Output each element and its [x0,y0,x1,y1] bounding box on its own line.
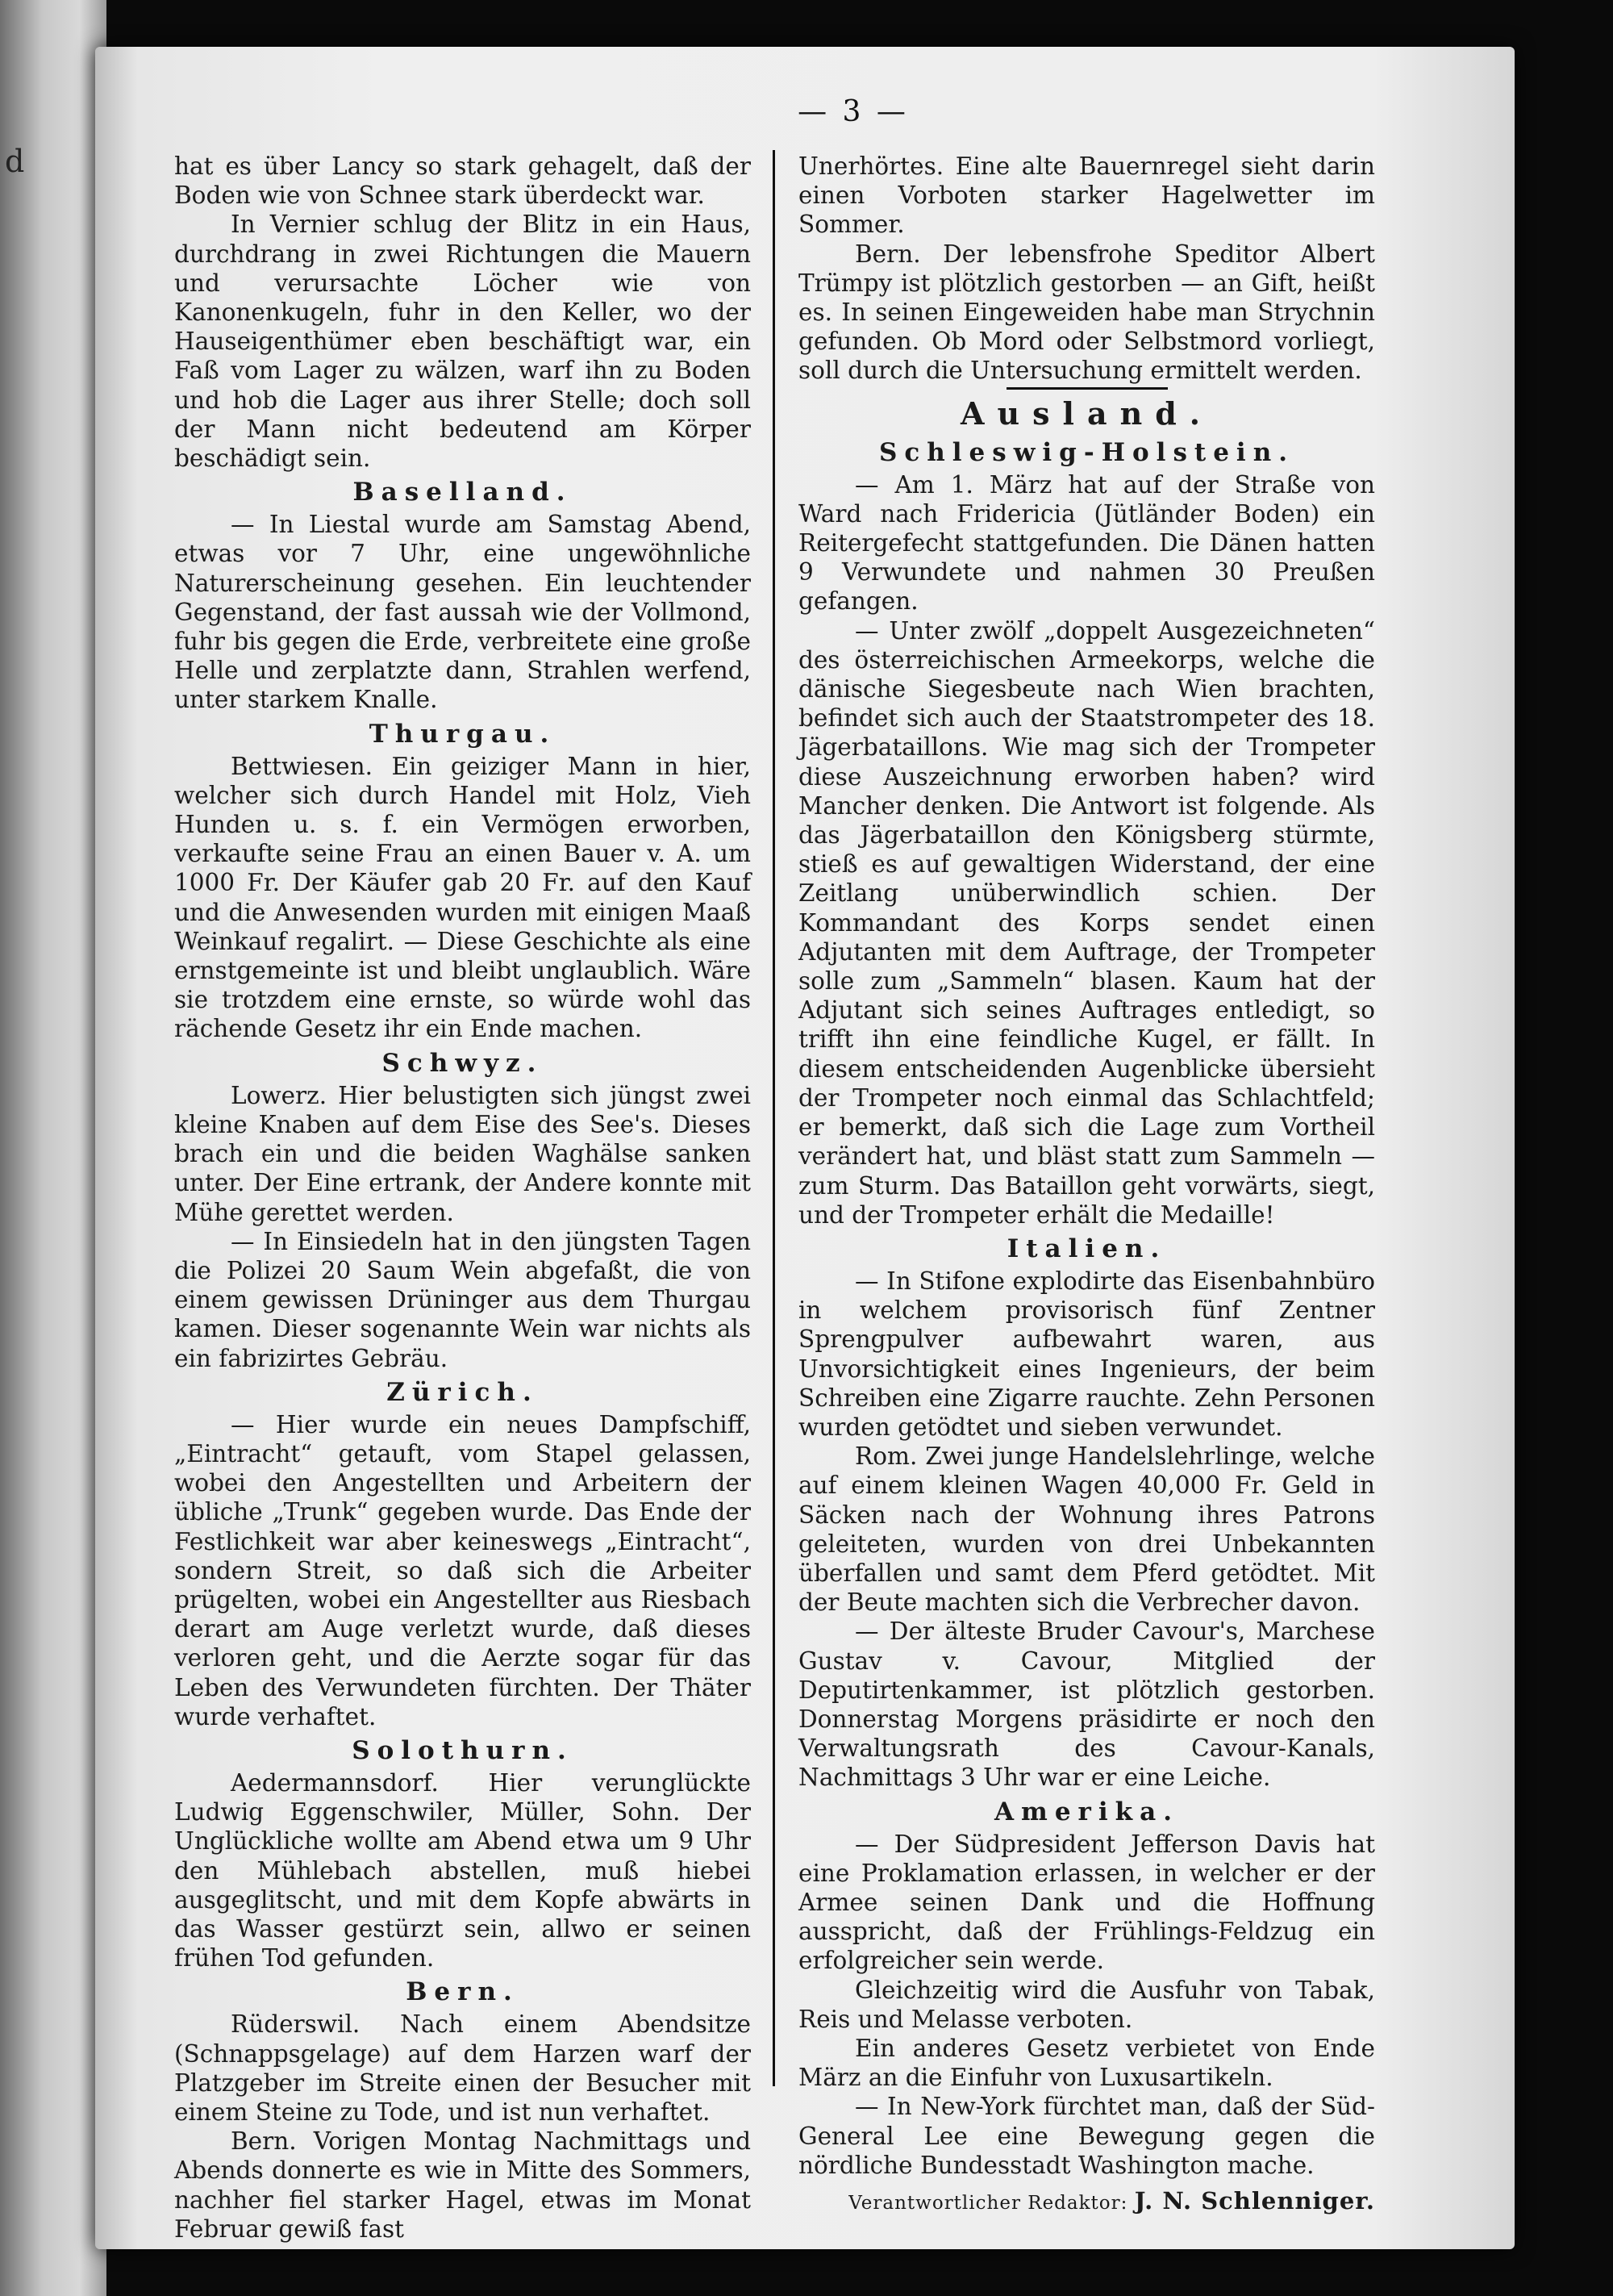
left-column [174,152,751,2244]
right-column [798,152,1375,2218]
region-heading: Bern. [406,1977,519,2007]
article-paragraph: — In Stifone explodirte das Eisenbahnbüro in welchem provisorisch fünf Zentner Sprengpulver aufbewahrt waren, aus Unvorsichtigkeit eines Ingenieurs, der beim Schreiben eine Zigarre rauchte. Zehn Personen wurden getödtet und sieben verwundet. [798,1267,1375,1441]
article-paragraph: — Hier wurde ein neues Dampfschiff, „Eintracht“ getauft, vom Stapel gelassen, wobei den Angestellten und Arbeitern der übliche „Trunk“ gegeben wurde. Das Ende der Festlichkeit war aber keineswegs „Eintracht“, sondern Streit, so daß sich die Arbeiter prügelten, wobei ein Angestellter aus Riesbach derart am Auge verletzt wurde, daß dieses verloren geht, und die Aerzte sogar für das Leben des Verwundeten fürchten. Der Thäter wurde verhaftet. [174,1410,751,1730]
article-paragraph: — Der Südpresident Jefferson Davis hat eine Proklamation erlassen, in welcher er der Armee seinen Dank und die Hoffnung ausspricht, daß der Frühlings-Feldzug ein erfolgreicher sein werde. [798,1830,1375,1975]
region-heading: Solothurn. [352,1735,573,1765]
article-paragraph: — In New-York fürchtet man, daß der Süd-General Lee eine Bewegung gegen die nördliche Bundesstadt Washington mache. [798,2093,1375,2179]
article-paragraph: — In Einsiedeln hat in den jüngsten Tagen die Polizei 20 Saum Wein abgefaßt, die von einem gewissen Drüninger aus dem Thurgau kamen. Dieser sogenannte Wein war nichts als ein fabrizirtes Gebräu. [174,1227,751,1372]
page-number: — 3 — [798,95,909,128]
margin-glyph: d [5,144,25,179]
article-paragraph: Ein anderes Gesetz verbietet von Ende März an die Einfuhr von Luxusartikeln. [798,2034,1375,2092]
region-heading: Baselland. [352,478,573,507]
adjacent-page-edge [0,0,106,2296]
article-paragraph: Gleichzeitig wird die Ausfuhr von Tabak, Reis und Melasse verboten. [798,1976,1375,2033]
region-heading: Italien. [1007,1234,1167,1263]
section-separator [1007,387,1168,390]
article-paragraph: Rüderswil. Nach einem Abendsitze (Schnappsgelage) auf dem Harzen warf der Platzgeber im Streite einen der Besucher mit einem Steine zu Tode, und ist nun verhaftet. [174,2010,751,2126]
editor-credit-label: Verantwortlicher Redaktor: [848,2193,1128,2214]
region-heading: Schwyz. [381,1048,544,1078]
article-paragraph: Lowerz. Hier belustigten sich jüngst zwei kleine Knaben auf dem Eise des See's. Dieses brach ein und die beiden Waghälse sanken unter. Der Eine ertrank, der Andere konnte mit Mühe gerettet werden. [174,1081,751,1226]
article-paragraph: Unerhörtes. Eine alte Bauernregel sieht darin einen Vorboten starker Hagelwetter im Sommer. [798,152,1375,239]
article-paragraph: — Unter zwölf „doppelt Ausgezeichneten“ des österreichischen Armeekorps, welche die dänische Siegesbeute nach Wien brachten, befindet sich auch der Staatstrompeter des 18. Jägerbataillons. Wie mag sich der Trompeter diese Auszeichnung erworben haben? wird Mancher denken. Die Antwort ist folgende. Als das Jägerbataillon den Königsberg stürmte, stieß es auf gewaltigen Widerstand, der eine Zeitlang unüberwindlich schien. Der Kommandant des Korps sendet einen Adjutanten mit dem Auftrage, der Trompeter solle zum „Sammeln“ blasen. Kaum hat der Adjutant sich seines Auftrages entledigt, so trifft ihn eine feindliche Kugel, er fällt. In diesem entscheidenden Augenblicke übersieht der Trompeter noch einmal das Schlachtfeld; er bemerkt, daß sich die Lage zum Vortheil verändert hat, und bläst statt zum Sammeln — zum Sturm. Das Bataillon geht vorwärts, siegt, und der Trompeter erhält die Medaille! [798,616,1375,1229]
article-paragraph: hat es über Lancy so stark gehagelt, daß der Boden wie von Schnee stark überdeckt war. [174,152,751,210]
article-paragraph: — In Liestal wurde am Samstag Abend, etwas vor 7 Uhr, eine ungewöhnliche Naturerscheinung gesehen. Ein leuchtender Gegenstand, der fast aussah wie der Vollmond, fuhr bis gegen die Erde, verbreitete eine große Helle und zerplatzte dann, Strahlen werfend, unter starkem Knalle. [174,511,751,714]
region-heading: Thurgau. [369,719,556,749]
region-heading: Zürich. [386,1377,539,1407]
editor-name: J. N. Schlenniger. [1134,2187,1375,2215]
article-paragraph: Bern. Der lebensfrohe Speditor Albert Trümpy ist plötzlich gestorben — an Gift, heißt es. In seinen Eingeweiden habe man Strychnin gefunden. Ob Mord oder Selbstmord vorliegt, soll durch die Untersuchung ermittelt werden. [798,240,1375,385]
region-heading: Amerika. [994,1797,1180,1826]
column-divider [773,150,775,2086]
article-paragraph: Bettwiesen. Ein geiziger Mann in hier, welcher sich durch Handel mit Holz, Vieh Hunden u. s. f. ein Vermögen erworben, verkaufte seine Frau an einen Bauer v. A. um 1000 Fr. Der Käufer gab 20 Fr. auf den Kauf und die Anwesenden wurden mit einigen Maaß Weinkauf regalirt. — Diese Geschichte als eine ernstgemeinte ist und bleibt unglaublich. Wäre sie trotzdem eine ernste, so würde wohl das rächende Gesetz ihr ein Ende machen. [174,752,751,1043]
newspaper-page [95,47,1515,2249]
article-paragraph: Aedermannsdorf. Hier verunglückte Ludwig Eggenschwiler, Müller, Sohn. Der Unglückliche wollte am Abend etwa um 9 Uhr den Mühlebach abstellen, muß hiebei ausgeglitscht, und mit dem Kopfe abwärts in das Wasser gestürzt sein, allwo er seinen frühen Tod gefunden. [174,1768,751,1972]
article-paragraph: Rom. Zwei junge Handelslehrlinge, welche auf einem kleinen Wagen 40,000 Fr. Geld in Säcken nach der Wohnung ihres Patrons geleiteten, wurden von drei Unbekannten überfallen und samt dem Pferd getödtet. Mit der Beute machten sich die Verbrecher davon. [798,1442,1375,1617]
article-paragraph: — Am 1. März hat auf der Straße von Ward nach Fridericia (Jütländer Boden) ein Reitergefecht stattgefunden. Die Dänen hatten 9 Verwundete und nahmen 30 Preußen gefangen. [798,470,1375,616]
editor-credit [798,2186,1375,2218]
article-paragraph: Bern. Vorigen Montag Nachmittags und Abends donnerte es wie in Mitte des Sommers, nachher fiel starker Hagel, etwas im Monat Februar gewiß fast [174,2127,751,2243]
article-paragraph: — Der älteste Bruder Cavour's, Marchese Gustav v. Cavour, Mitglied der Deputirtenkammer, ist plötzlich gestorben. Donnerstag Morgens präsidirte er noch den Verwaltungsrath des Cavour-Kanals, Nachmittags 3 Uhr war er eine Leiche. [798,1618,1375,1792]
section-heading: Ausland. [961,394,1213,432]
region-heading: Schleswig-Holstein. [878,437,1295,467]
article-paragraph: In Vernier schlug der Blitz in ein Haus, durchdrang in zwei Richtungen die Mauern und verursachte Löcher wie von Kanonenkugeln, fuhr in den Keller, wo der Hauseigenthümer eben beschäftigt war, ein Faß vom Lager zu wälzen, warf ihn zu Boden und hob die Lager aus ihrer Stelle; doch soll der Mann nicht bedeutend am Körper beschädigt sein. [174,211,751,473]
